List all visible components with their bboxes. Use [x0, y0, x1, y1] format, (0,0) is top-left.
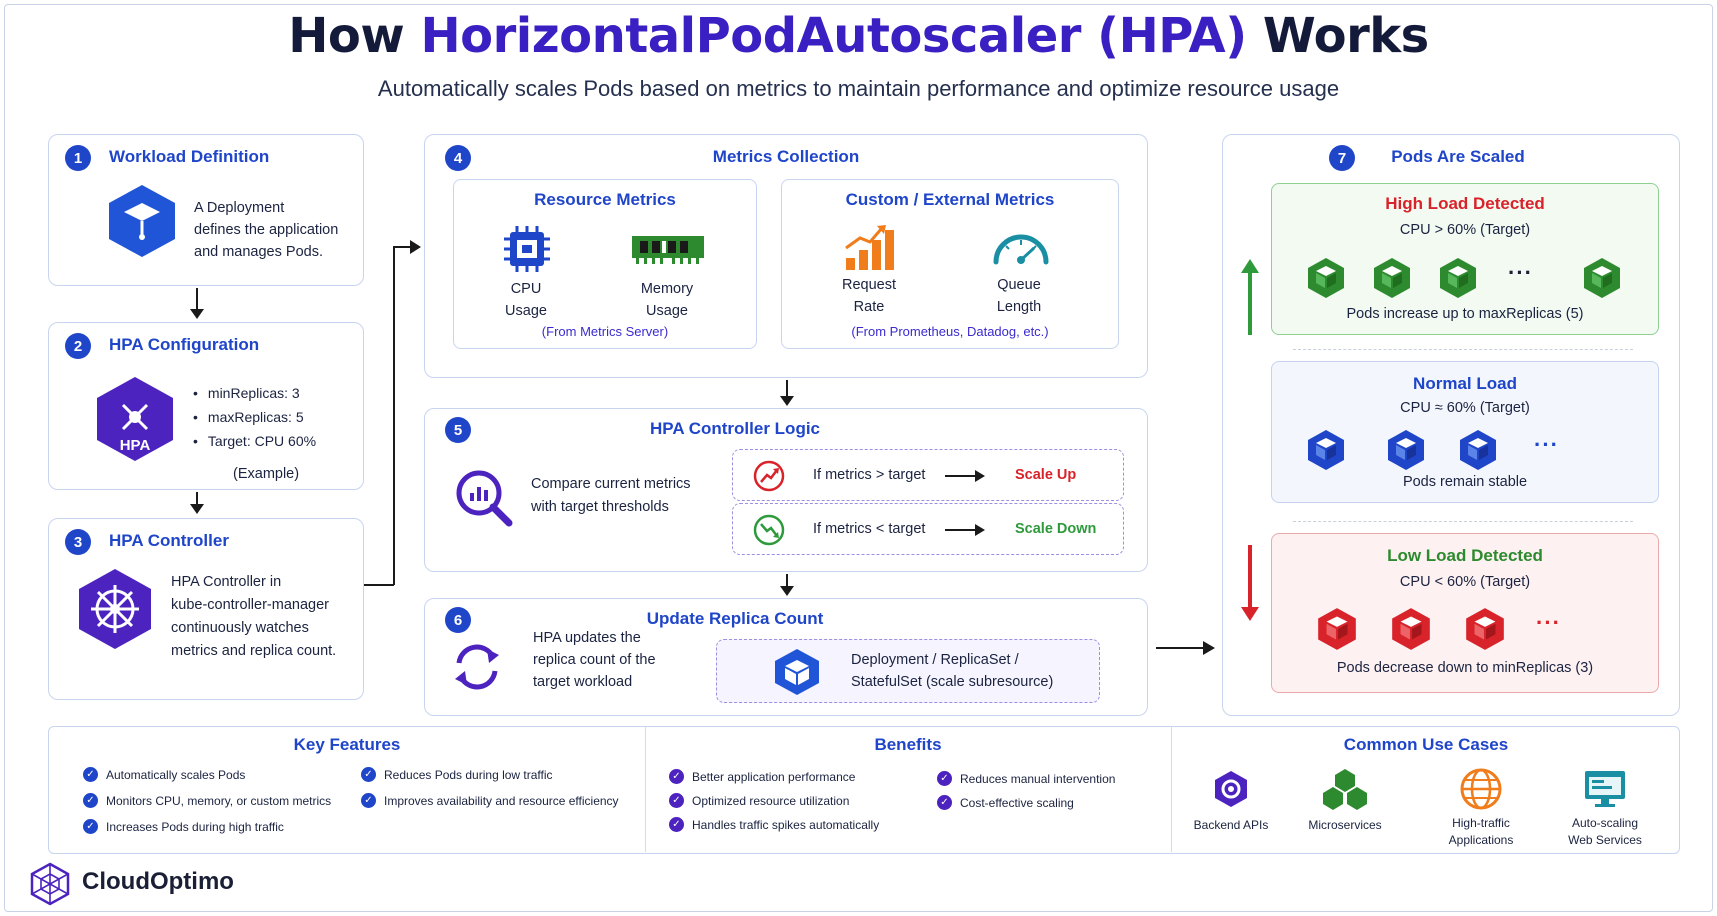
backend-api-gear-icon [1211, 769, 1251, 809]
pod-cube-icon [1438, 256, 1478, 300]
scale-down-arrow [945, 529, 977, 531]
step3-desc: HPA Controller in kube-controller-manager continuously watches metrics and replica count. [171, 574, 337, 659]
normal-load-result: Pods remain stable [1402, 474, 1528, 490]
step1-card [48, 134, 364, 286]
step6-desc: HPA updates the replica count of the target workload [533, 630, 656, 690]
config-min-replicas: • minReplicas: 3 [193, 381, 316, 405]
step6-number: 6 [445, 607, 471, 633]
check-icon: ✓ [937, 795, 952, 810]
deployment-icon [105, 183, 179, 259]
page-title: How HorizontalPodAutoscaler (HPA) Works [288, 8, 1429, 64]
step6-card [424, 598, 1148, 716]
check-icon: ✓ [669, 817, 684, 832]
step3-number: 3 [65, 529, 91, 555]
more-pods-indicator: ··· [1534, 432, 1559, 457]
use-case-label: High-traffic Applications [1448, 816, 1514, 847]
step1-number: 1 [65, 145, 91, 171]
feature-item: ✓ Reduces Pods during low traffic [361, 767, 553, 782]
analytics-search-icon [453, 467, 515, 529]
step6-title: Update Replica Count [646, 609, 824, 628]
low-load-condition: CPU < 60% (Target) [1399, 574, 1531, 590]
scale-down-trend-icon [753, 514, 785, 546]
high-load-title: High Load Detected [1385, 194, 1545, 213]
step5-desc: Compare current metrics with target thresholds [531, 476, 691, 515]
bottom-info-panel [48, 726, 1680, 854]
scale-up-trend-icon [753, 460, 785, 492]
feature-item: ✓ Improves availability and resource efficiency [361, 793, 619, 808]
step5-title: HPA Controller Logic [650, 419, 820, 438]
normal-load-condition: CPU ≈ 60% (Target) [1400, 400, 1530, 416]
step4-title: Metrics Collection [712, 147, 860, 166]
hpa-config-list [193, 381, 316, 453]
check-icon: ✓ [83, 793, 98, 808]
benefit-item: ✓ Cost-effective scaling [937, 795, 1074, 810]
step1-desc: A Deployment defines the application and manages Pods. [194, 200, 339, 260]
arrowhead-icon [1203, 641, 1215, 655]
pod-cube-icon [1306, 428, 1346, 472]
scale-down-arrow-icon [1241, 545, 1259, 621]
check-icon: ✓ [83, 767, 98, 782]
feature-item: ✓ Increases Pods during high traffic [83, 819, 284, 834]
arrow-6-7 [1156, 647, 1206, 649]
feature-item: ✓ Monitors CPU, memory, or custom metrics [83, 793, 331, 808]
benefit-item: ✓ Handles traffic spikes automatically [669, 817, 879, 832]
scale-up-arrow-icon [1241, 259, 1259, 335]
arrowhead-icon [190, 309, 204, 319]
memory-module-icon [630, 232, 706, 266]
state-separator [1293, 349, 1633, 350]
low-load-panel [1271, 533, 1659, 693]
benefit-item: ✓ Optimized resource utilization [669, 793, 849, 808]
check-icon: ✓ [669, 769, 684, 784]
step2-title: HPA Configuration [109, 335, 260, 354]
check-icon: ✓ [361, 793, 376, 808]
high-load-panel [1271, 183, 1659, 335]
use-cases-title: Common Use Cases [1343, 735, 1509, 754]
custom-metrics-panel [781, 179, 1119, 349]
resource-metrics-panel [453, 179, 757, 349]
pod-cube-icon [1316, 606, 1358, 652]
config-example-note: (Example) [233, 466, 300, 482]
pod-cube-icon [1306, 256, 1346, 300]
resource-metrics-title: Resource Metrics [534, 190, 676, 209]
cpu-usage-label: CPU Usage [505, 281, 547, 319]
benefits-title: Benefits [874, 735, 942, 754]
brand-name: CloudOptimo [82, 868, 234, 895]
use-case-label: Microservices [1308, 818, 1382, 832]
step5-card [424, 408, 1148, 572]
memory-usage-label: Memory Usage [640, 281, 694, 319]
arrowhead-icon [975, 470, 985, 482]
high-load-condition: CPU > 60% (Target) [1399, 222, 1531, 238]
globe-icon [1459, 767, 1503, 811]
check-icon: ✓ [361, 767, 376, 782]
step2-number: 2 [65, 333, 91, 359]
state-separator [1293, 521, 1633, 522]
pod-cube-icon [1464, 606, 1506, 652]
scale-target-box [716, 639, 1100, 703]
step3-title: HPA Controller [109, 531, 229, 550]
scale-up-arrow [945, 475, 977, 477]
cloudoptimo-logo-icon [30, 862, 70, 906]
prometheus-source: (From Prometheus, Datadog, etc.) [851, 324, 1049, 339]
step3-card [48, 518, 364, 700]
scale-down-condition: If metrics < target [813, 521, 926, 537]
hpa-icon [93, 375, 177, 463]
title-highlight: HorizontalPodAutoscaler (HPA) [420, 8, 1247, 64]
step7-number: 7 [1329, 145, 1355, 171]
normal-load-panel [1271, 361, 1659, 503]
more-pods-indicator: ··· [1536, 610, 1561, 635]
queue-length-label: Queue Length [996, 277, 1042, 315]
sync-refresh-icon [449, 639, 505, 695]
step7-card [1222, 134, 1680, 716]
step2-card [48, 322, 364, 490]
arrowhead-icon [410, 240, 421, 254]
feature-item: ✓ Automatically scales Pods [83, 767, 245, 782]
scale-up-action: Scale Up [1015, 467, 1077, 483]
use-case-label: Auto-scaling Web Services [1568, 816, 1642, 847]
low-load-result: Pods decrease down to minReplicas (3) [1336, 660, 1594, 676]
microservices-cubes-icon [1321, 767, 1369, 811]
low-load-title: Low Load Detected [1387, 546, 1543, 565]
use-case-label: Backend APIs [1193, 818, 1269, 832]
scale-down-action: Scale Down [1015, 521, 1097, 537]
request-rate-label: Request Rate [841, 277, 896, 315]
arrowhead-icon [975, 524, 985, 536]
check-icon: ✓ [83, 819, 98, 834]
scale-down-rule [732, 503, 1124, 555]
queue-gauge-icon [990, 226, 1052, 266]
metrics-server-source: (From Metrics Server) [541, 324, 669, 339]
arrow-3-4-vertical [393, 246, 395, 585]
custom-metrics-title: Custom / External Metrics [845, 190, 1055, 209]
config-max-replicas: • maxReplicas: 5 [193, 405, 316, 429]
cpu-chip-icon [502, 224, 552, 274]
normal-load-title: Normal Load [1413, 374, 1517, 393]
pod-cube-icon [1386, 428, 1426, 472]
step4-number: 4 [445, 145, 471, 171]
arrow-3-4 [364, 584, 394, 586]
request-rate-bar-icon [844, 224, 898, 272]
svg-text:HPA: HPA [119, 437, 151, 454]
more-pods-indicator: ··· [1508, 260, 1533, 285]
step1-title: Workload Definition [109, 147, 270, 166]
arrowhead-icon [780, 586, 794, 596]
arrowhead-icon [780, 396, 794, 406]
pod-cube-icon [1582, 256, 1622, 300]
config-target-cpu: • Target: CPU 60% [193, 429, 316, 453]
scale-up-rule [732, 449, 1124, 501]
pod-cube-icon [1390, 606, 1432, 652]
key-features-title: Key Features [293, 735, 401, 754]
replicaset-icon [773, 647, 821, 697]
step5-number: 5 [445, 417, 471, 443]
step7-title: Pods Are Scaled [1391, 147, 1525, 166]
page-subtitle: Automatically scales Pods based on metrics to maintain performance and optimize resource usage [377, 76, 1340, 101]
arrowhead-icon [190, 504, 204, 514]
benefit-item: ✓ Better application performance [669, 769, 855, 784]
scale-target-text: Deployment / ReplicaSet / StatefulSet (scale subresource) [851, 652, 1054, 690]
kubernetes-helm-icon [75, 567, 155, 651]
benefit-item: ✓ Reduces manual intervention [937, 771, 1115, 786]
pod-cube-icon [1372, 256, 1412, 300]
step4-card [424, 134, 1148, 378]
scale-up-condition: If metrics > target [813, 467, 926, 483]
check-icon: ✓ [669, 793, 684, 808]
pod-cube-icon [1458, 428, 1498, 472]
web-service-monitor-icon [1583, 769, 1627, 809]
high-load-result: Pods increase up to maxReplicas (5) [1346, 306, 1584, 322]
check-icon: ✓ [937, 771, 952, 786]
